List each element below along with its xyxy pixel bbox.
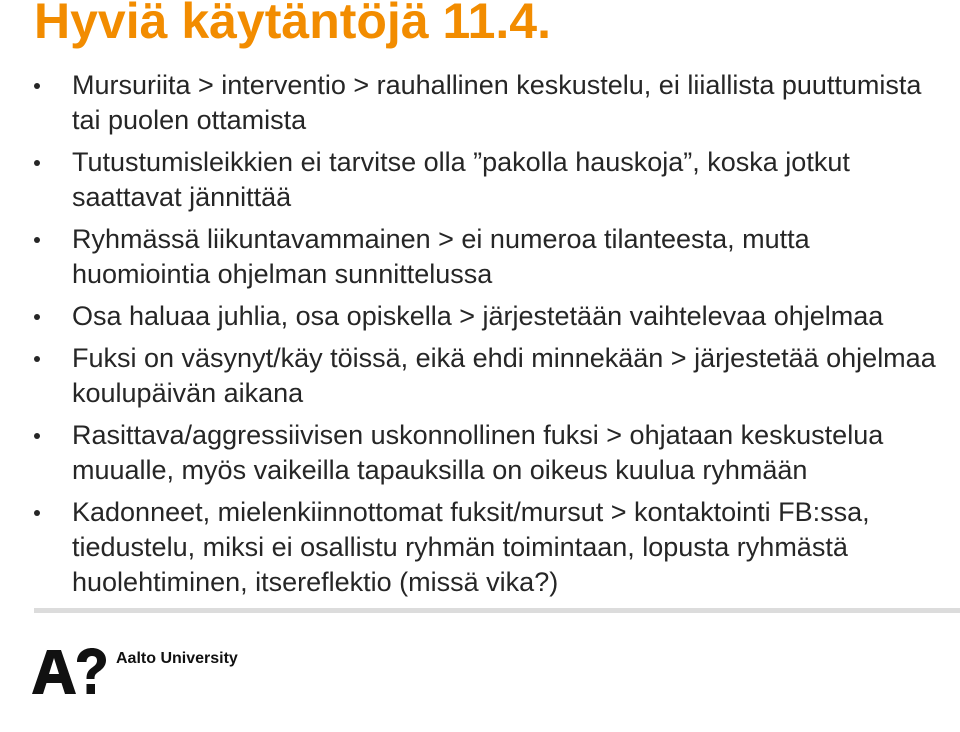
slide-title: Hyviä käytäntöjä 11.4. — [34, 0, 551, 49]
aalto-logo-icon — [30, 646, 106, 696]
bullet-text: Tutustumisleikkien ei tarvitse olla ”pakolla hauskoja”, koska jotkut saattavat jännittää — [72, 147, 850, 212]
bullet-text: Kadonneet, mielenkiinnottomat fuksit/mursut > kontaktointi FB:ssa, tiedustelu, miksi ei osallistu ryhmän toimintaan, lopusta ryhmästä huolehtiminen, itsereflektio (missä vika?) — [72, 497, 870, 597]
bullet-item — [0, 145, 960, 215]
bullet-list — [0, 68, 960, 607]
bullet-item — [0, 222, 960, 292]
bullet-item — [0, 418, 960, 488]
bullet-dot-icon — [34, 510, 40, 516]
bullet-item — [0, 495, 960, 600]
bullet-dot-icon — [34, 237, 40, 243]
bullet-dot-icon — [34, 314, 40, 320]
brand-name: Aalto University — [116, 650, 238, 667]
bullet-item — [0, 341, 960, 411]
bullet-text: Ryhmässä liikuntavammainen > ei numeroa tilanteesta, mutta huomiointia ohjelman sunnittelussa — [72, 224, 810, 289]
bullet-item — [0, 68, 960, 138]
bullet-dot-icon — [34, 160, 40, 166]
bullet-text: Mursuriita > interventio > rauhallinen keskustelu, ei liiallista puuttumista tai puolen ottamista — [72, 70, 922, 135]
bullet-dot-icon — [34, 433, 40, 439]
bullet-dot-icon — [34, 83, 40, 89]
bullet-dot-icon — [34, 356, 40, 362]
footer-divider — [34, 608, 960, 613]
bullet-item — [0, 299, 960, 334]
bullet-text: Osa haluaa juhlia, osa opiskella > järjestetään vaihtelevaa ohjelmaa — [72, 301, 884, 331]
bullet-text: Rasittava/aggressiivisen uskonnollinen fuksi > ohjataan keskustelua muualle, myös vaikeilla tapauksilla on oikeus kuulua ryhmään — [72, 420, 884, 485]
bullet-text: Fuksi on väsynyt/käy töissä, eikä ehdi minnekään > järjestetää ohjelmaa koulupäivän aikana — [72, 343, 936, 408]
